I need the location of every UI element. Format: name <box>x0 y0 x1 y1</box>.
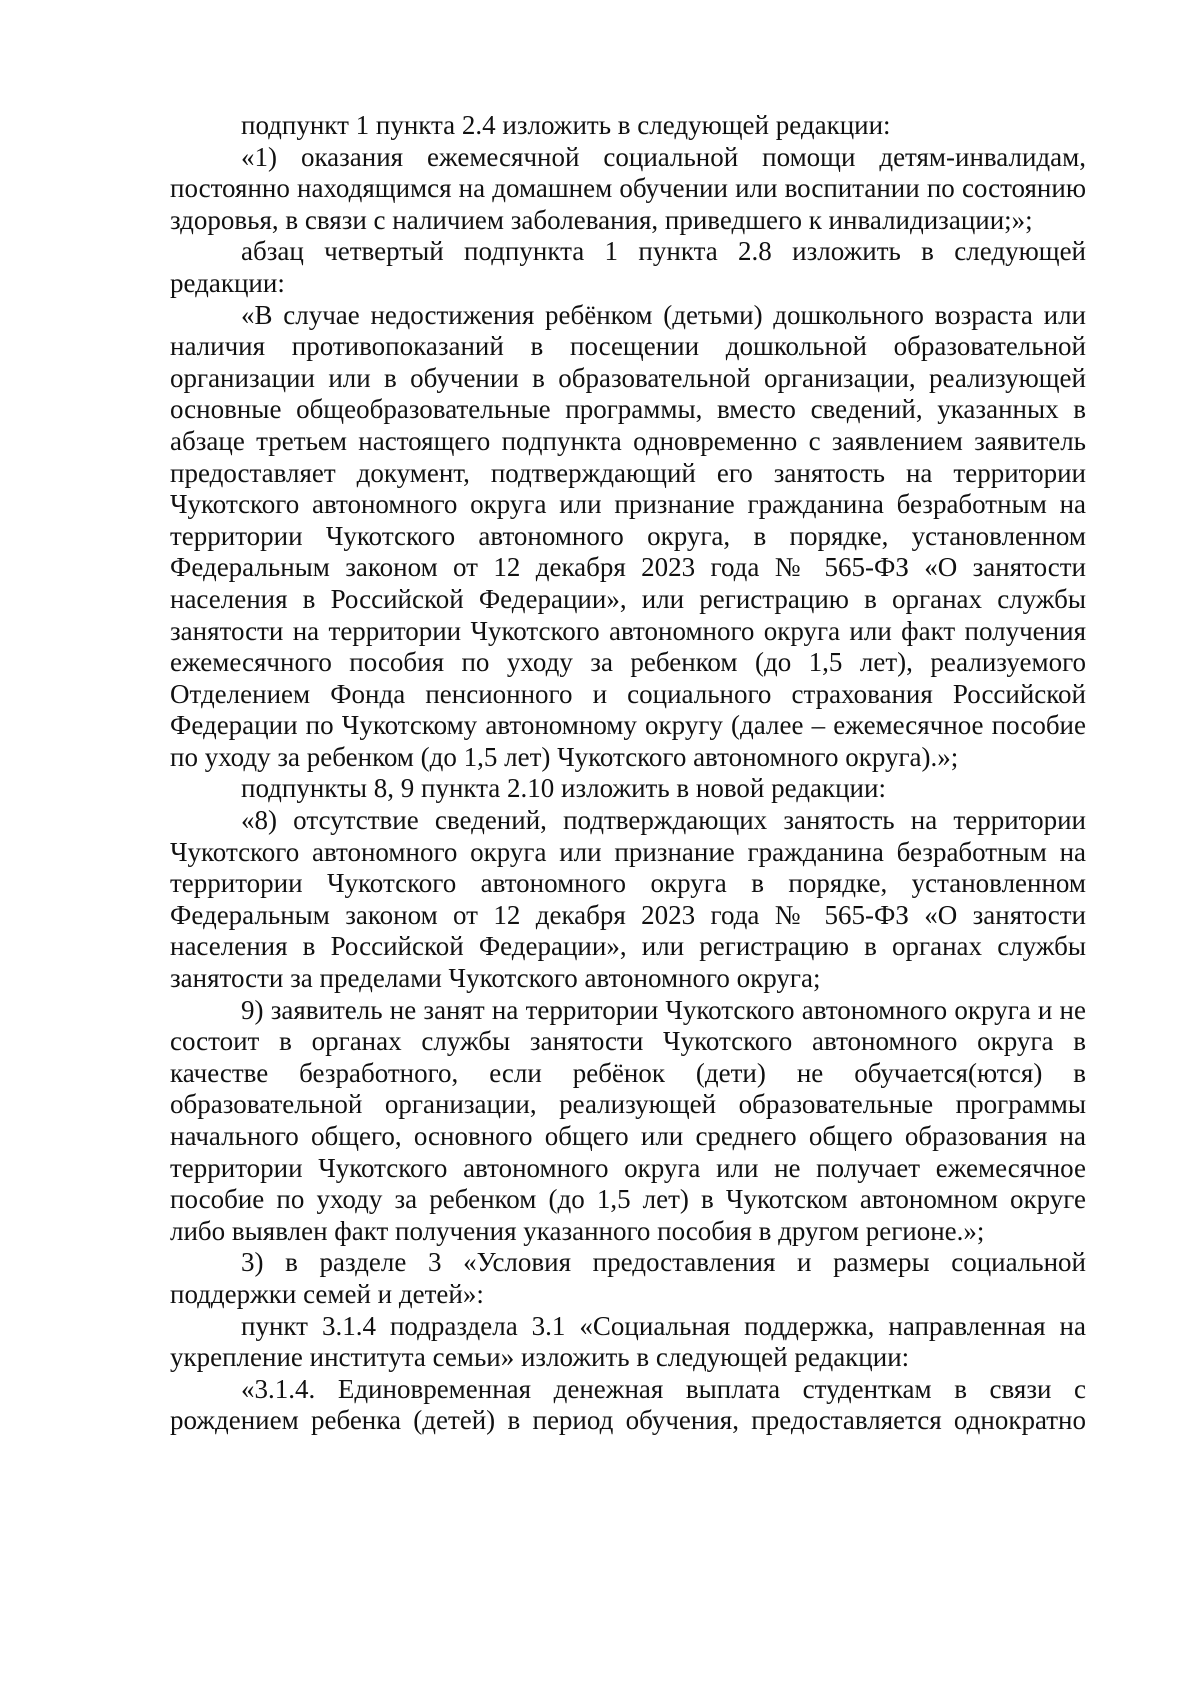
paragraph-6: «8) отсутствие сведений, подтверждающих занятость на территории Чукотского автономного округа или признание гражданина безработным на территории Чукотского автономного округа в порядке, установленном Федеральным законом от 12 декабря 2023 года № 565-ФЗ «О занятости населения в Российской Федерации», или регистрацию в органах службы занятости за пределами Чукотского автономного округа; <box>170 805 1086 994</box>
paragraph-8: 3) в разделе 3 «Условия предоставления и размеры социальной поддержки семей и детей»: <box>170 1247 1086 1309</box>
paragraph-3: абзац четвертый подпункта 1 пункта 2.8 изложить в следующей редакции: <box>170 236 1086 298</box>
paragraph-10: «3.1.4. Единовременная денежная выплата студенткам в связи с рождением ребенка (детей) в период обучения, предоставляется однократно <box>170 1373 1086 1436</box>
document-body <box>170 110 1086 1437</box>
paragraph-1: подпункт 1 пункта 2.4 изложить в следующей редакции: <box>241 110 891 140</box>
paragraph-7: 9) заявитель не занят на территории Чукотского автономного округа и не состоит в органах службы занятости Чукотского автономного округа в качестве безработного, если ребёнок (дети) не обучается(ются) в образовательной организации, реализующей образовательные программы начального общего, основного общего или среднего общего образования на территории Чукотского автономного округа или не получает ежемесячное пособие по уходу за ребенком (до 1,5 лет) в Чукотском автономном округе либо выявлен факт получения указанного пособия в другом регионе.»; <box>170 994 1086 1246</box>
paragraph-5: подпункты 8, 9 пункта 2.10 изложить в новой редакции: <box>241 773 886 804</box>
paragraph-4: «В случае недостижения ребёнком (детьми) дошкольного возраста или наличия противопоказаний в посещении дошкольной образовательной организации или в обучении в образовательной организации, реализующей основные общеобразовательные программы, вместо сведений, указанных в абзаце третьем настоящего подпункта одновременно с заявлением заявитель предоставляет документ, подтверждающий его занятость на территории Чукотского автономного округа или признание гражданина безработным на территории Чукотского автономного округа, в порядке, установленном Федеральным законом от 12 декабря 2023 года № 565-ФЗ «О занятости населения в Российской Федерации», или регистрацию в органах службы занятости на территории Чукотского автономного округа или факт получения ежемесячного пособия по уходу за ребенком (до 1,5 лет), реализуемого Отделением Фонда пенсионного и социального страхования Российской Федерации по Чукотскому автономному округу (далее – ежемесячное пособие по уходу за ребенком (до 1,5 лет) Чукотского автономного округа).»; <box>170 299 1086 772</box>
paragraph-2: «1) оказания ежемесячной социальной помощи детям-инвалидам, постоянно находящимся на домашнем обучении или воспитании по состоянию здоровья, в связи с наличием заболевания, приведшего к инвалидизации;»; <box>170 141 1086 235</box>
paragraph-9: пункт 3.1.4 подраздела 3.1 «Социальная поддержка, направленная на укрепление института семьи» изложить в следующей редакции: <box>170 1310 1086 1373</box>
